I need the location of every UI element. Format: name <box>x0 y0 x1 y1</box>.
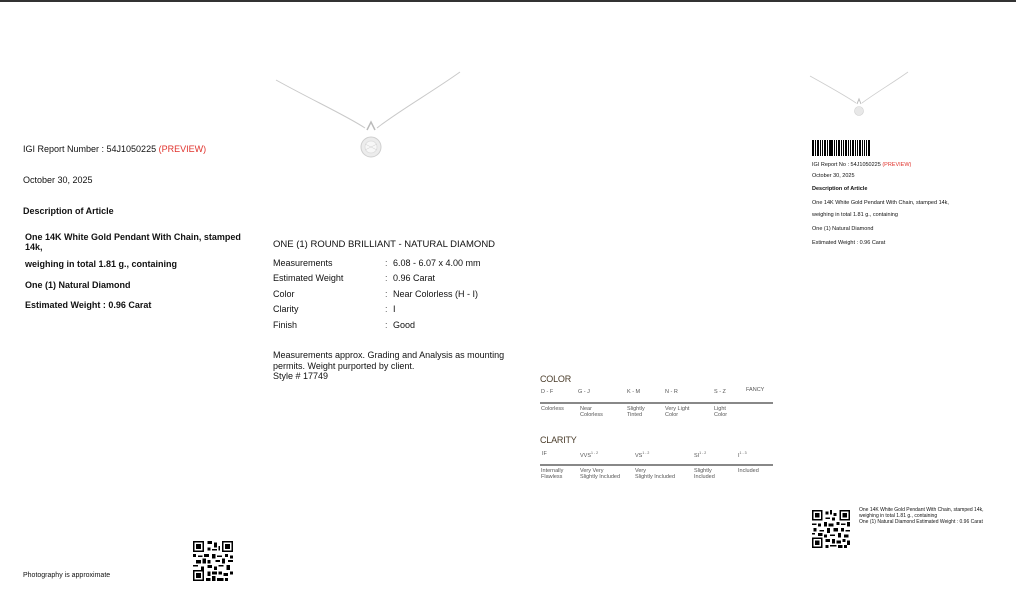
report-date: October 30, 2025 <box>23 175 93 185</box>
qr-code-icon <box>812 510 850 548</box>
description-line: One 14K White Gold Pendant With Chain, stamped 14k, <box>25 232 241 252</box>
photography-note: Photography is approximate <box>23 572 111 579</box>
clarity-scale-title: CLARITY <box>540 435 577 445</box>
detail-colon: : <box>385 304 388 315</box>
summary-preview-badge: (PREVIEW) <box>882 162 912 168</box>
grading-note <box>273 350 523 382</box>
color-descriptions-row <box>540 406 773 420</box>
clarity-description: Included <box>738 467 759 474</box>
summary-bottom-line: One (1) Natural Diamond Estimated Weight : 0.96 Carat <box>859 519 983 525</box>
detail-value: 6.08 - 6.07 x 4.00 mm <box>393 257 481 268</box>
detail-label: Clarity <box>273 304 299 315</box>
pendant-necklace-image <box>272 68 464 163</box>
diamond-title: ONE (1) ROUND BRILLIANT - NATURAL DIAMOND <box>273 239 496 250</box>
detail-value: Good <box>393 319 416 330</box>
clarity-description: Very Slightly Included <box>635 467 676 480</box>
color-description: Near Colorless <box>580 405 603 418</box>
summary-date: October 30, 2025 <box>812 173 855 179</box>
detail-row-finish <box>273 317 481 333</box>
clarity-grade: VS$^{1 - 2}$ <box>635 451 650 459</box>
pendant-thumbnail-image <box>808 70 910 118</box>
top-border <box>0 0 1016 2</box>
clarity-grade: VVS$^{1 - 2}$ <box>580 451 599 459</box>
detail-colon: : <box>385 288 388 299</box>
preview-badge: (PREVIEW) <box>158 144 207 154</box>
summary-line: One (1) Natural Diamond <box>812 226 874 232</box>
detail-label: Finish <box>273 319 298 330</box>
detail-label: Estimated Weight <box>273 273 344 284</box>
color-description: Light Color <box>714 405 728 418</box>
clarity-description: Very Very Slightly Included <box>580 467 621 480</box>
note-line: Measurements approx. Grading and Analysis as mounting <box>273 350 505 360</box>
note-line: permits. Weight purported by client. <box>273 360 415 371</box>
report-number <box>23 144 206 154</box>
detail-value: 0.96 Carat <box>393 273 436 284</box>
detail-colon: : <box>385 273 388 284</box>
color-grade: S - Z <box>714 389 726 395</box>
clarity-scale-divider <box>540 464 773 466</box>
summary-bottom-text <box>859 507 999 525</box>
detail-value: I <box>393 304 396 315</box>
clarity-scale <box>540 435 773 482</box>
description-line: One (1) Natural Diamond <box>25 280 131 290</box>
summary-bottom-line: weighing in total 1.81 g., containing <box>859 513 938 519</box>
detail-label: Color <box>273 288 295 299</box>
clarity-grade: SI$^{1 - 2}$ <box>694 451 707 459</box>
color-scale <box>540 374 773 420</box>
detail-row-weight <box>273 271 481 287</box>
diamond-details-table <box>273 255 481 333</box>
color-scale-title: COLOR <box>540 374 572 384</box>
summary-report-label: IGI Report No : 54J1050225 <box>812 162 881 168</box>
detail-row-color <box>273 286 481 302</box>
description-line: weighing in total 1.81 g., containing <box>25 259 178 269</box>
detail-row-clarity <box>273 302 481 318</box>
color-description: Colorless <box>541 405 564 412</box>
clarity-grade: $I^{1 - 3}$ <box>738 451 747 459</box>
color-grade: N - R <box>665 389 678 395</box>
clarity-descriptions-row <box>540 468 773 482</box>
color-grade: FANCY <box>746 387 765 393</box>
clarity-description: Internally Flawless <box>541 467 564 480</box>
summary-line: Estimated Weight : 0.96 Carat <box>812 240 886 246</box>
summary-report-number <box>812 162 911 168</box>
detail-label: Measurements <box>273 257 333 268</box>
style-number: Style # 17749 <box>273 371 329 381</box>
color-description: Slightly Tinted <box>627 405 645 418</box>
detail-colon: : <box>385 319 388 330</box>
summary-line: One 14K White Gold Pendant With Chain, stamped 14k, <box>812 200 949 206</box>
summary-line: weighing in total 1.81 g., containing <box>812 212 898 218</box>
clarity-description: Slightly Included <box>694 467 715 480</box>
barcode <box>812 140 871 156</box>
color-description: Very Light Color <box>665 405 690 418</box>
qr-code-icon <box>193 541 233 581</box>
color-scale-divider <box>540 402 773 404</box>
detail-colon: : <box>385 257 388 268</box>
summary-description-title: Description of Article <box>812 186 868 192</box>
detail-value: Near Colorless (H - I) <box>393 288 479 299</box>
clarity-grade: IF <box>542 451 547 457</box>
summary-bottom-line: One 14K White Gold Pendant With Chain, stamped 14k, <box>859 507 984 513</box>
color-grades-row <box>540 389 773 401</box>
detail-row-measurements <box>273 255 481 271</box>
color-grade: D - F <box>541 389 554 395</box>
description-title: Description of Article <box>23 206 114 216</box>
color-grade: K - M <box>627 389 641 395</box>
description-line: Estimated Weight : 0.96 Carat <box>25 300 152 310</box>
report-number-label: IGI Report Number : 54J1050225 <box>23 144 157 154</box>
color-grade: G - J <box>578 389 590 395</box>
clarity-grades-row <box>540 451 773 463</box>
